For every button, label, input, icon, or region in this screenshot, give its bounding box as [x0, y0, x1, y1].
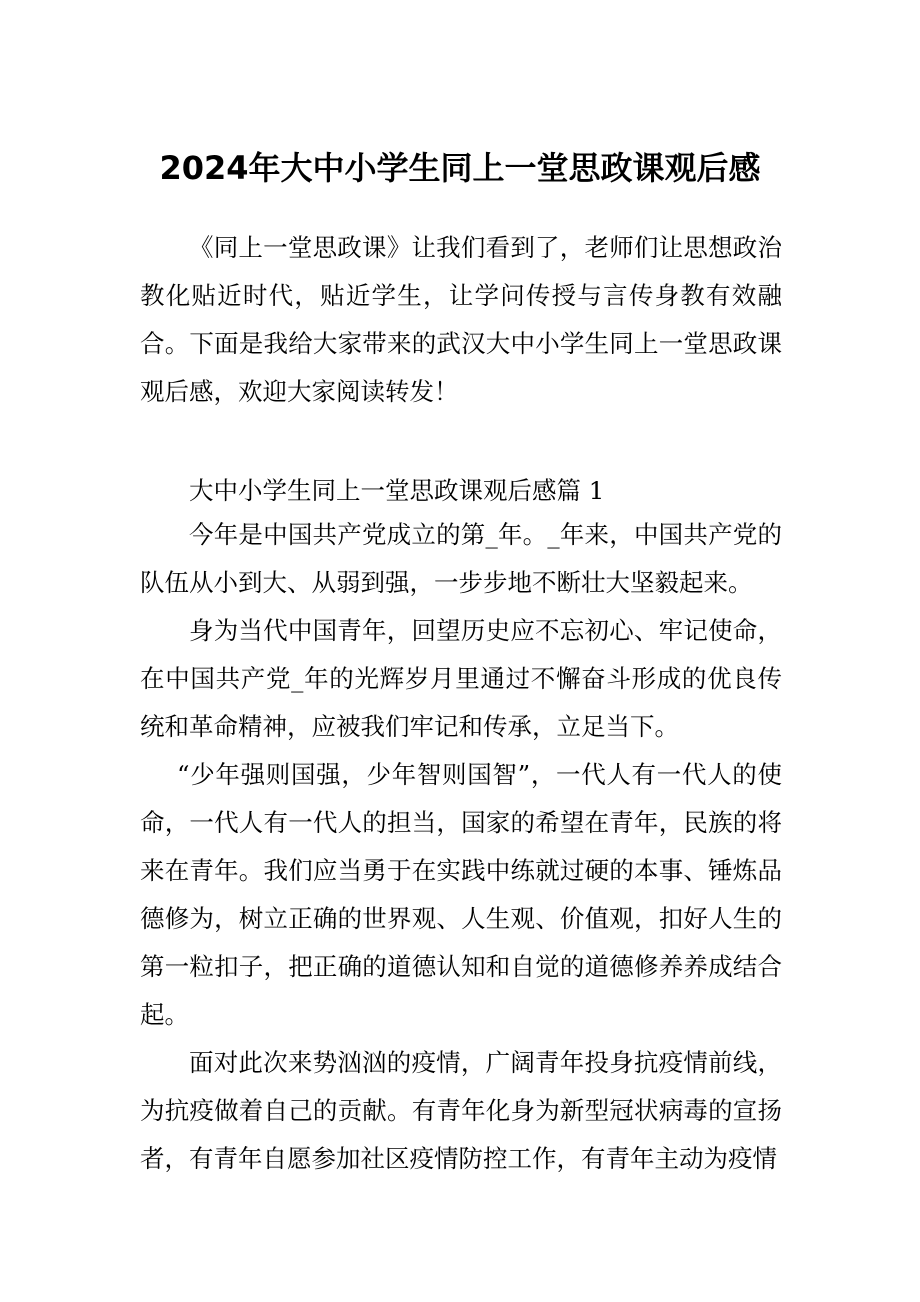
section-title: 大中小学生同上一堂思政课观后感篇 1 [189, 476, 605, 505]
body-paragraph-1: 今年是中国共产党成立的第_年。_年来，中国共产党的队伍从小到大、从弱到强，一步步地不断壮大坚毅起来。 [140, 520, 782, 597]
intro-block [140, 224, 782, 416]
body-paragraph-2: 身为当代中国青年，回望历史应不忘初心、牢记使命，在中国共产党_年的光辉岁月里通过不懈奋斗形成的优良传统和革命精神，应被我们牢记和传承，立足当下。 [140, 616, 782, 741]
body-paragraph-4: 面对此次来势汹汹的疫情，广阔青年投身抗疫情前线，为抗疫做着自己的贡献。有青年化身为新型冠状病毒的宣扬者，有青年自愿参加社区疫情防控工作，有青年主动为疫情 [140, 1048, 782, 1173]
essay-body [140, 511, 782, 1183]
document-title: 2024年大中小学生同上一堂思政课观后感 [159, 149, 761, 187]
intro-paragraph: 《同上一堂思政课》让我们看到了，老师们让思想政治教化贴近时代，贴近学生，让学问传授与言传身教有效融合。下面是我给大家带来的武汉大中小学生同上一堂思政课观后感，欢迎大家阅读转发！ [140, 233, 782, 406]
body-paragraph-3: “少年强则国强，少年智则国智”，一代人有一代人的使命，一代人有一代人的担当，国家的希望在青年，民族的将来在青年。我们应当勇于在实践中练就过硬的本事、锤炼品德修为，树立正确的世界观、人生观、价值观，扣好人生的第一粒扣子，把正确的道德认知和自觉的道德修养养成结合起。 [140, 760, 782, 1029]
